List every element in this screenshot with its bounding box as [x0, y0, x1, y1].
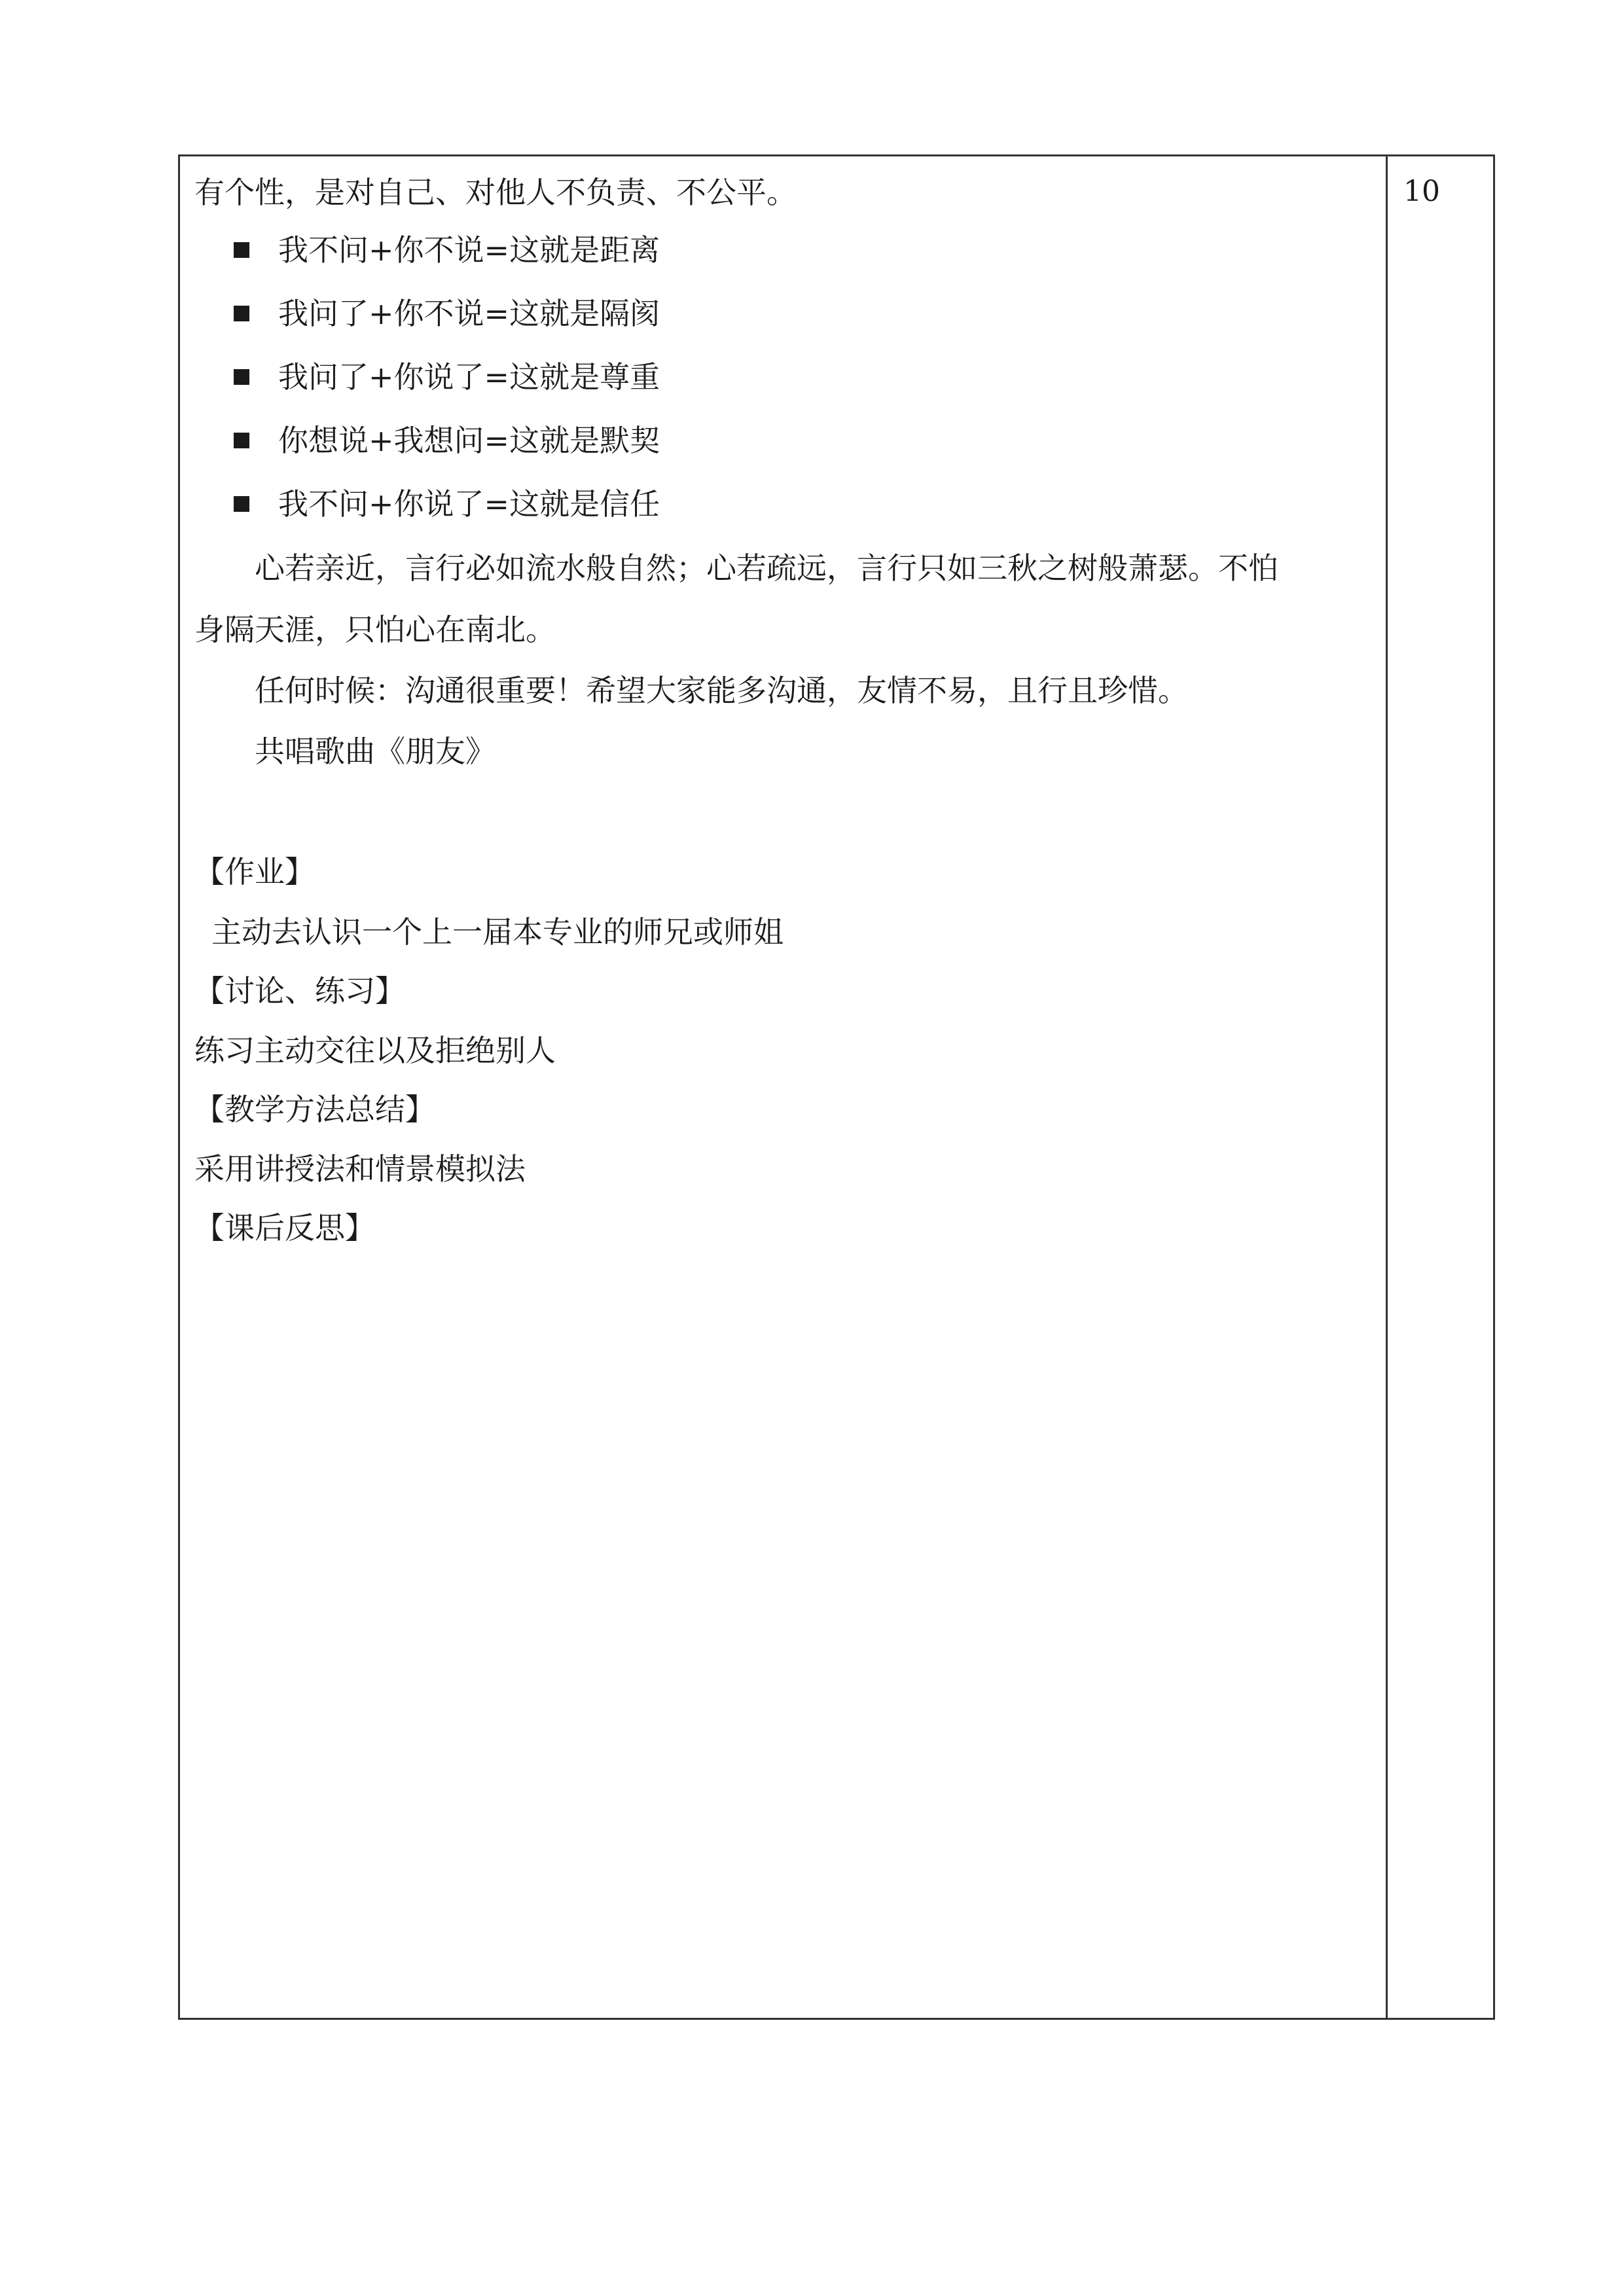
bullet-item-1: [180, 232, 1439, 268]
paragraph-1-line-1: 心若亲近，言行必如流水般自然；心若疏远，言行只如三秋之树般萧瑟。不怕: [255, 550, 1278, 586]
main-content-cell: [180, 156, 1386, 2018]
bullet-text: 我不问+你说了=这就是信任: [278, 486, 660, 522]
discussion-text: 练习主动交往以及拒绝别人: [194, 1033, 556, 1068]
method-text: 采用讲授法和情景模拟法: [194, 1151, 526, 1187]
bullet-item-3: [180, 359, 1439, 395]
paragraph-2: 任何时候：沟通很重要！希望大家能多沟通，友情不易，且行且珍惜。: [255, 673, 1188, 708]
discussion-heading: 【讨论、练习】: [194, 973, 405, 1009]
square-bullet-icon: [234, 242, 249, 258]
lesson-table: [178, 154, 1495, 2020]
square-bullet-icon: [234, 369, 249, 385]
intro-line: 有个性，是对自己、对他人不负责、不公平。: [194, 175, 797, 210]
bullet-item-4: [180, 425, 1439, 456]
bullet-text: 我不问+你不说=这就是距离: [278, 232, 660, 268]
homework-text: 主动去认识一个上一届本专业的师兄或师姐: [211, 914, 784, 950]
homework-heading: 【作业】: [194, 854, 315, 889]
paragraph-3: 共唱歌曲《朋友》: [255, 734, 496, 769]
bullet-text: 我问了+你不说=这就是隔阂: [278, 296, 660, 331]
square-bullet-icon: [234, 306, 249, 321]
method-heading: 【教学方法总结】: [194, 1092, 435, 1127]
reflection-heading: 【课后反思】: [194, 1210, 375, 1246]
square-bullet-icon: [234, 496, 249, 512]
bullet-item-2: [180, 298, 1439, 329]
side-cell: [1388, 156, 1493, 2018]
bullet-text: 你想说+我想问=这就是默契: [278, 423, 660, 458]
square-bullet-icon: [234, 433, 249, 448]
bullet-text: 我问了+你说了=这就是尊重: [278, 359, 660, 395]
side-number: 10: [1403, 175, 1440, 208]
paragraph-1-line-2: 身隔天涯，只怕心在南北。: [194, 612, 556, 647]
bullet-item-5: [180, 486, 1439, 522]
